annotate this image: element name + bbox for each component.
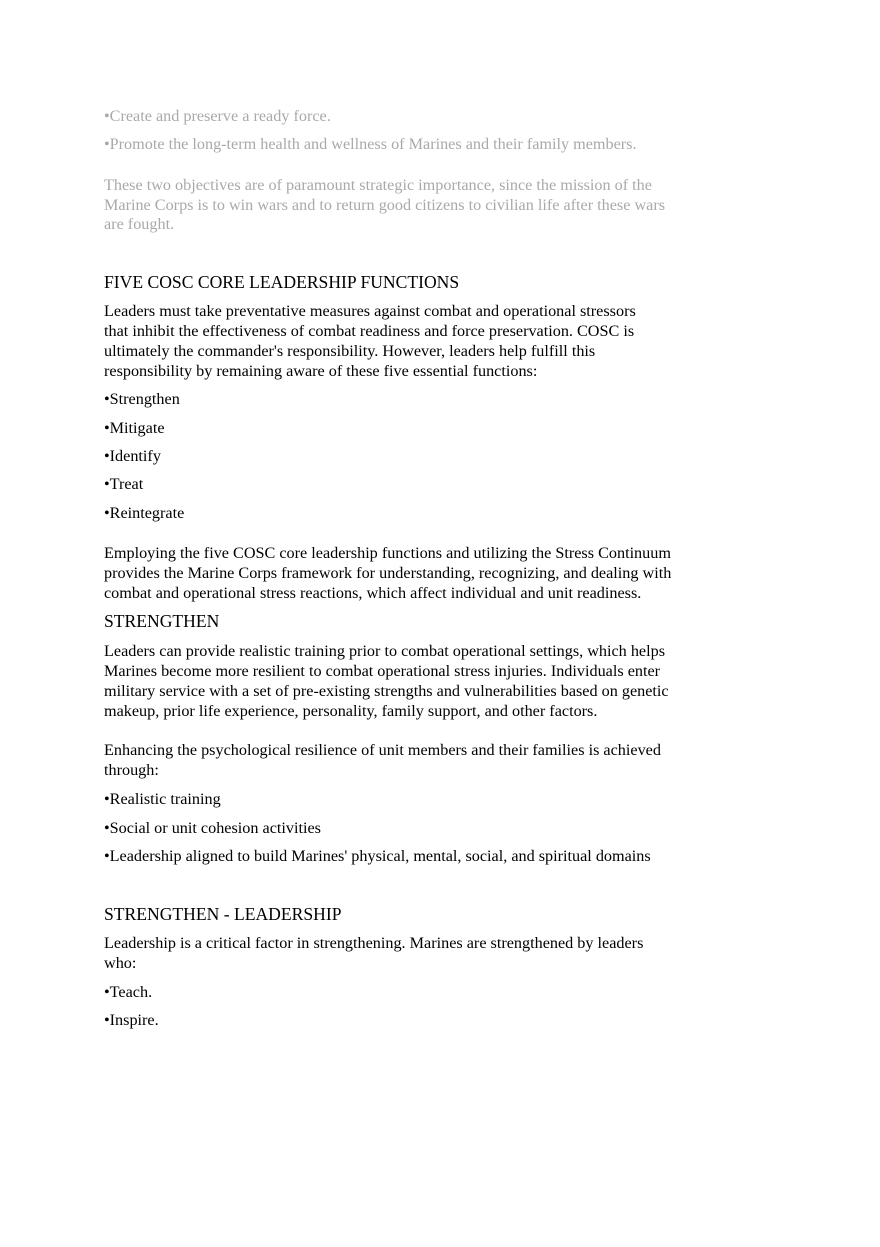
strengthen-leadership-heading: STRENGTHEN - LEADERSHIP [104, 904, 342, 924]
strengthen-heading: STRENGTHEN [104, 611, 220, 631]
strengthen-leadership-intro-line-1: Leadership is a critical factor in strengthening. Marines are strengthened by leaders [104, 934, 644, 952]
strengthen-leadership-intro-line-2: who: [104, 954, 137, 972]
five-functions-closing-line-2: provides the Marine Corps framework for understanding, recognizing, and dealing with [104, 564, 672, 582]
function-bullet-treat: •Treat [104, 475, 144, 493]
strengthen-para1-line-4: makeup, prior life experience, personality, family support, and other factors. [104, 702, 598, 720]
five-functions-intro-line-1: Leaders must take preventative measures against combat and operational stressors [104, 302, 636, 320]
faded-bullet-1: •Create and preserve a ready force. [104, 107, 331, 125]
faded-paragraph-line-1: These two objectives are of paramount strategic importance, since the mission of the [104, 176, 652, 194]
function-bullet-reintegrate: •Reintegrate [104, 504, 185, 522]
strengthen-para1-line-3: military service with a set of pre-existing strengths and vulnerabilities based on genetic [104, 682, 669, 700]
faded-paragraph-line-2: Marine Corps is to win wars and to return good citizens to civilian life after these wars [104, 196, 666, 214]
five-functions-intro-line-3: ultimately the commander's responsibility. However, leaders help fulfill this [104, 342, 596, 360]
strengthen-para1-line-1: Leaders can provide realistic training prior to combat operational settings, which helps [104, 642, 665, 660]
strengthen-bullet-3: •Leadership aligned to build Marines' physical, mental, social, and spiritual domains [104, 847, 651, 865]
leadership-bullet-teach: •Teach. [104, 983, 153, 1001]
strengthen-para1-line-2: Marines become more resilient to combat operational stress injuries. Individuals enter [104, 662, 661, 680]
leadership-bullet-inspire: •Inspire. [104, 1011, 159, 1029]
function-bullet-identify: •Identify [104, 447, 161, 465]
five-functions-closing-line-1: Employing the five COSC core leadership functions and utilizing the Stress Continuum [104, 544, 671, 562]
strengthen-para2-line-1: Enhancing the psychological resilience of unit members and their families is achieved [104, 741, 661, 759]
five-functions-closing-line-3: combat and operational stress reactions, which affect individual and unit readiness. [104, 584, 642, 602]
strengthen-bullet-1: •Realistic training [104, 790, 221, 808]
five-functions-intro-line-2: that inhibit the effectiveness of combat readiness and force preservation. COSC is [104, 322, 635, 340]
five-functions-intro-line-4: responsibility by remaining aware of these five essential functions: [104, 362, 538, 380]
faded-paragraph-line-3: are fought. [104, 215, 175, 233]
strengthen-bullet-2: •Social or unit cohesion activities [104, 819, 321, 837]
function-bullet-strengthen: •Strengthen [104, 390, 180, 408]
function-bullet-mitigate: •Mitigate [104, 419, 165, 437]
five-functions-heading: FIVE COSC CORE LEADERSHIP FUNCTIONS [104, 272, 460, 292]
strengthen-para2-line-2: through: [104, 761, 159, 779]
faded-bullet-2: •Promote the long-term health and wellness of Marines and their family members. [104, 135, 637, 153]
